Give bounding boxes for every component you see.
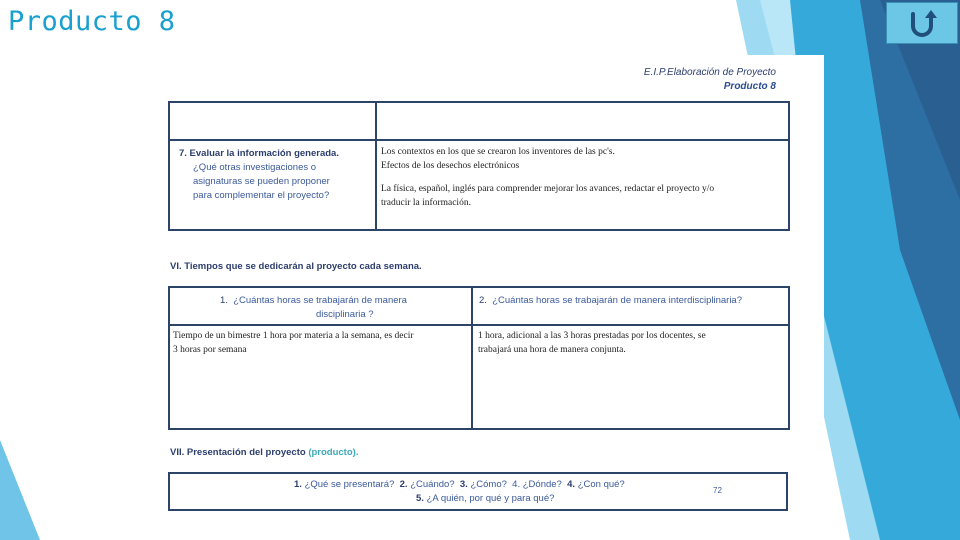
question-number: 1.: [294, 479, 302, 490]
presentation-question: ¿Con qué?: [577, 479, 625, 490]
answer-line: 3 horas por semana: [173, 345, 247, 355]
answer-line: Efectos de los desechos electrónicos: [381, 161, 520, 171]
question-number: 2.: [479, 295, 487, 306]
presentation-heading-highlight: (producto).: [308, 447, 359, 458]
question-number: 5.: [416, 493, 424, 504]
presentation-questions-line1: [170, 474, 786, 492]
disciplinary-question-line: disciplinaria ?: [316, 309, 374, 320]
evaluation-question-cell: [169, 140, 376, 230]
times-table: [168, 286, 790, 430]
presentation-question: ¿Cuándo?: [410, 479, 455, 490]
document-page: [148, 55, 824, 540]
back-button[interactable]: [886, 2, 958, 44]
header-project-label: E.I.P.Elaboración de Proyecto: [643, 67, 776, 78]
presentation-question: ¿Dónde?: [522, 479, 562, 490]
interdisciplinary-answer-cell: [472, 325, 789, 429]
evaluation-answer-cell: [376, 140, 789, 230]
evaluation-question-line: para complementar el proyecto?: [193, 190, 330, 201]
interdisciplinary-question-cell: [472, 287, 789, 325]
presentation-heading-prefix: VII. Presentación del proyecto: [170, 447, 306, 458]
times-section-heading: VI. Tiempos que se dedicarán al proyecto cada semana.: [170, 261, 422, 272]
evaluation-question-line: asignaturas se pueden proponer: [193, 176, 330, 187]
presentation-question: ¿A quién, por qué y para qué?: [426, 493, 555, 504]
page-number: 72: [713, 486, 722, 495]
evaluation-heading: 7. Evaluar la información generada.: [179, 148, 339, 159]
presentation-section-heading: [170, 447, 358, 458]
question-number: 1.: [220, 295, 228, 306]
answer-line: Los contextos en los que se crearon los inventores de las pc's.: [381, 147, 615, 157]
answer-line: Tiempo de un bimestre 1 hora por materia a la semana, es decir: [173, 331, 414, 341]
u-turn-arrow-icon: [905, 6, 939, 40]
answer-line: La física, español, inglés para comprender mejorar los avances, redactar el proyecto y/o: [381, 184, 715, 194]
page-header: [644, 67, 776, 92]
header-product-label: Producto 8: [723, 81, 776, 92]
question-number: 2.: [399, 479, 408, 490]
presentation-question: ¿Cómo?: [470, 479, 507, 490]
answer-line: trabajará una hora de manera conjunta.: [478, 345, 626, 355]
empty-cell-left: [169, 102, 376, 140]
disciplinary-question-cell: [169, 287, 472, 325]
question-number: 4.: [512, 479, 521, 490]
presentation-questions-line2: [170, 492, 786, 506]
answer-line: 1 hora, adicional a las 3 horas prestadas por los docentes, se: [478, 331, 706, 341]
answer-line: traducir la información.: [381, 198, 471, 208]
evaluation-table: [168, 101, 790, 231]
deco-left-corner: [0, 440, 40, 540]
disciplinary-question-line: ¿Cuántas horas se trabajarán de manera: [233, 295, 407, 306]
presentation-table: [168, 472, 788, 511]
interdisciplinary-question-text: ¿Cuántas horas se trabajarán de manera interdisciplinaria?: [492, 295, 742, 306]
question-number: 4.: [567, 479, 576, 490]
empty-cell-right: [376, 102, 789, 140]
evaluation-question-line: ¿Qué otras investigaciones o: [193, 162, 317, 173]
slide-title: Producto 8: [8, 6, 176, 37]
question-number: 3.: [459, 479, 468, 490]
disciplinary-answer-cell: [169, 325, 472, 429]
presentation-questions-cell: [169, 473, 787, 510]
presentation-question: ¿Qué se presentará?: [304, 479, 395, 490]
